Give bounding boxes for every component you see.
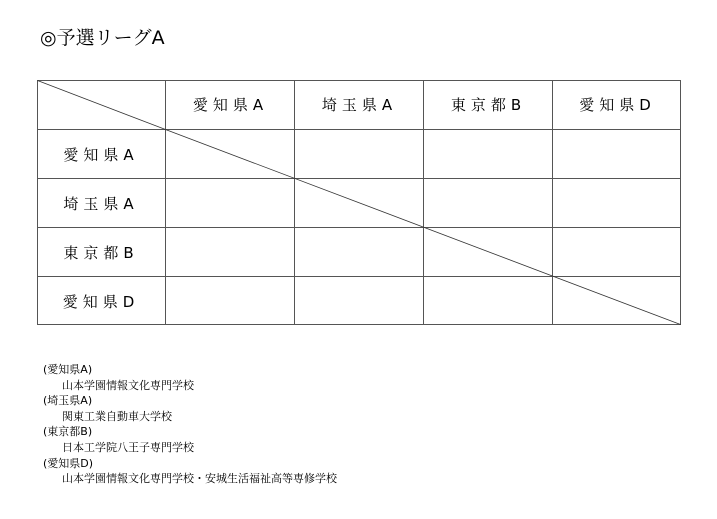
- league-table: [37, 80, 681, 325]
- corner-diagonal: [38, 81, 166, 130]
- note-school-4: 山本学園情報文化専門学校・安城生活福祉高等専修学校: [62, 472, 337, 486]
- row-header-1: 愛知県A: [63, 146, 139, 164]
- note-team-2: (埼玉県A): [43, 394, 93, 408]
- note-school-3: 日本工学院八王子専門学校: [62, 440, 194, 454]
- column-header-4: 愛知県D: [579, 96, 656, 114]
- note-team-4: (愛知県D): [43, 456, 94, 470]
- page-title: ◎予選リーグA: [40, 27, 165, 49]
- column-header-3: 東京都B: [450, 96, 527, 114]
- note-team-1: (愛知県A): [43, 363, 93, 376]
- column-header-2: 埼玉県A: [321, 96, 398, 114]
- row-header-4: 愛知県D: [62, 293, 140, 311]
- note-school-2: 関東工業自動車大学校: [62, 409, 172, 423]
- note-team-3: (東京都B): [43, 425, 93, 439]
- note-school-1: 山本学園情報文化専門学校: [62, 378, 194, 392]
- column-header-1: 愛知県A: [192, 96, 269, 114]
- row-header-3: 東京都B: [63, 244, 139, 262]
- row-header-2: 埼玉県A: [63, 195, 139, 213]
- team-notes: [43, 362, 337, 487]
